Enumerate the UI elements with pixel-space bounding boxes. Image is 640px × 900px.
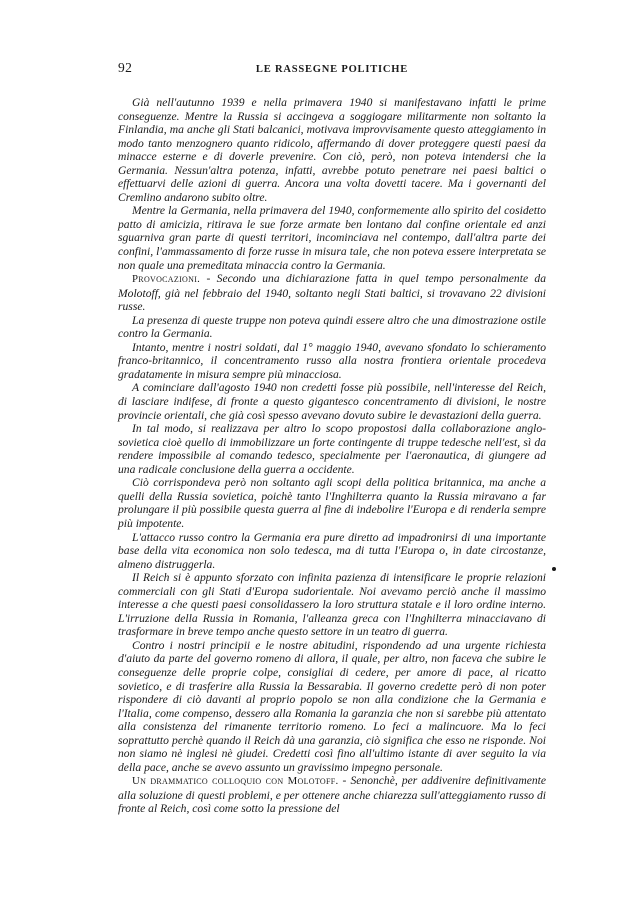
paragraph-text: - Secondo una dichiarazione fatta in quel tempo personalmente da Molotoff, già nel febbraio del 1940, soltanto negli Stati baltici, si trovavano 22 divisioni russe. xyxy=(118,272,546,314)
section-lead: Un drammatico colloquio con Molotoff. xyxy=(132,775,339,788)
paragraph: L'attacco russo contro la Germania era pure diretto ad impadronirsi di una importante base della vita economica non solo tedesca, ma di tutta l'Europa o, in date circostanze, almeno distruggerla. xyxy=(118,530,546,571)
paragraph: Intanto, mentre i nostri soldati, dal 1° maggio 1940, avevano sfondato lo schieramento franco-britannico, il concentramento russo alla nostra frontiera orientale procedeva gradatamente in misura sempre più minacciosa. xyxy=(118,340,546,381)
page xyxy=(118,60,546,816)
paragraph-text: - Senonchè, per addivenire definitivamente alla soluzione di questi problemi, e per ottenere anche chiarezza sull'atteggiamento russo di fronte al Reich, così come sotto la pressione del xyxy=(118,774,547,816)
section-lead: Provocazioni. xyxy=(132,273,201,286)
running-header xyxy=(118,60,546,76)
paragraph xyxy=(118,774,546,816)
paragraph: Mentre la Germania, nella primavera del 1940, conformemente allo spirito del cosidetto patto di amicizia, ritirava le sue forze armate ben lontano dal confine orientale ed anzi sguarniva gran parte di questi territori, incominciava nel contempo, dall'altra parte dei confini, l'ammassamento di forze russe in misura tale, che non poteva essere interpretata se non quale una premeditata minaccia contro la Germania. xyxy=(118,204,546,272)
paragraph: La presenza di queste truppe non poteva quindi essere altro che una dimostrazione ostile contro la Germania. xyxy=(118,313,546,341)
margin-dot xyxy=(552,567,556,571)
page-number: 92 xyxy=(118,60,133,75)
paragraph: In tal modo, si realizzava per altro lo scopo propostosi dalla collaborazione anglo-sovietica cioè quello di immobilizzare un forte contingente di truppe tedesche nell'est, sì da rendere impossibile al comando tedesco, specialmente per l'aeronautica, di giungere ad una radicale conclusione della guerra a occidente. xyxy=(118,422,546,476)
paragraph xyxy=(118,272,546,314)
paragraph: Ciò corrispondeva però non soltanto agli scopi della politica britannica, ma anche a quelli della Russia sovietica, poichè tanto l'Inghilterra quanto la Russia miravano a far prolungare il più possibile questa guerra al fine di indebolire l'Europa e di renderla sempre più impotente. xyxy=(118,476,546,530)
paragraph: Contro i nostri principii e le nostre abitudini, rispondendo ad una urgente richiesta d'aiuto da parte del governo romeno di allora, il quale, per altro, non faceva che subire le conseguenze delle proprie colpe, consigliai di cedere, per amore di pace, al ricatto sovietico, e di trasferire alla Russia la Bessarabia. Il governo credette però di non poter rispondere di ciò davanti al proprio popolo se non alla condizione che la Germania e l'Italia, come compenso, dessero alla Romania la garanzia che non si sarebbe più attentato alla consistenza del rimanente territorio romeno. Lo feci a malincuore. Ma lo feci soprattutto perchè quando il Reich dà una garanzia, ciò significa che esso ne risponde. Noi non siamo nè inglesi nè giudei. Credetti così fino all'ultimo istante di aver seguito la via della pace, anche se avevo assunto un gravissimo impegno personale. xyxy=(118,638,546,774)
paragraph: A cominciare dall'agosto 1940 non credetti fosse più possibile, nell'interesse del Reich, di lasciare indifese, di fronte a questo gigantesco concentramento di divisioni, le nostre provincie orientali, che già così spesso avevano dovuto subire le devastazioni della guerra. xyxy=(118,381,546,422)
running-title: LE RASSEGNE POLITICHE xyxy=(255,64,409,75)
article-body xyxy=(118,96,546,816)
paragraph: Già nell'autunno 1939 e nella primavera 1940 si manifestavano infatti le prime conseguenze. Mentre la Russia si accingeva a soggiogare militarmente non soltanto la Finlandia, ma anche gli Stati balcanici, motivava improvvisamente questo atteggiamento in modo tanto menzognero quanto ridicolo, affermando di dover proteggere questi paesi da minacce esterne e di doverle prevenire. Con ciò, però, non poteva intendersi che la Germania. Nessun'altra potenza, infatti, avrebbe potuto penetrare nei paesi baltici o effettuarvi delle azioni di guerra. Ancora una volta dovetti tacere. Ma i governanti del Cremlino andarono subito oltre. xyxy=(118,96,546,204)
paragraph: Il Reich si è appunto sforzato con infinita pazienza di intensificare le proprie relazioni commerciali con gli Stati d'Europa sudorientale. Noi avevamo perciò anche il massimo interesse a che questi paesi consolidassero la loro struttura statale e il loro ordine interno. L'irruzione della Russia in Romania, l'alleanza greca con l'Inghilterra minacciavano di trasformare in breve tempo anche questo settore in un teatro di guerra. xyxy=(118,571,546,639)
